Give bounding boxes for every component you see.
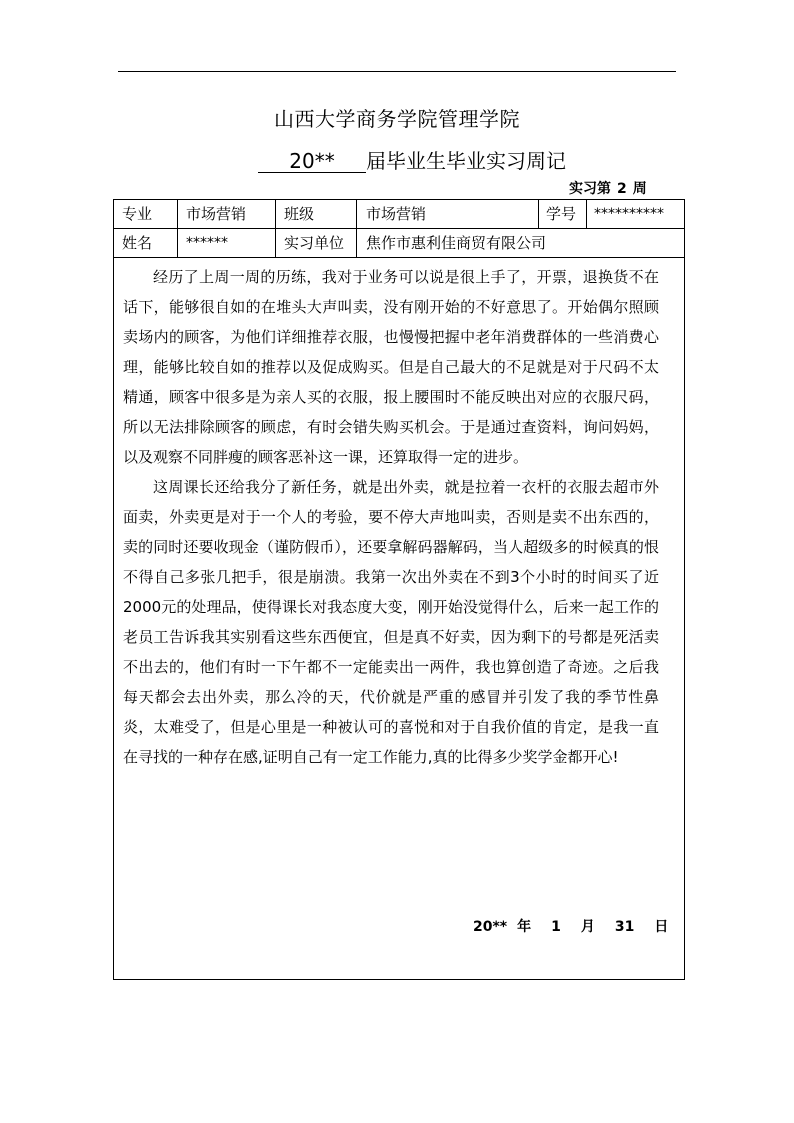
- row-divider: [114, 257, 684, 258]
- major-label: 专业: [122, 205, 153, 223]
- journal-table: [113, 199, 685, 980]
- institution-title: 山西大学商务学院管理学院: [274, 107, 520, 131]
- column-divider: [586, 200, 587, 228]
- journal-body: [123, 262, 659, 772]
- week-prefix: 实习第: [569, 181, 611, 197]
- week-number: 2: [617, 181, 627, 197]
- column-divider: [538, 200, 539, 228]
- top-rule: [118, 71, 676, 72]
- date-month: 1: [551, 919, 561, 935]
- journal-date: [473, 917, 668, 937]
- column-divider: [177, 200, 178, 257]
- journal-paragraph: 经历了上周一周的历练，我对于业务可以说是很上手了，开票，退换货不在话下，能够很自如的在堆头大声叫卖，没有刚开始的不好意思了。开始偶尔照顾卖场内的顾客，为他们详细推荐衣服，也慢慢把握中老年消费群体的一些消费心理，能够比较自如的推荐以及促成购买。但是自己最大的不足就是对于尺码不太精通，顾客中很多是为亲人买的衣服，报上腰围时不能反映出对应的衣服尺码，所以无法排除顾客的顾虑，有时会错失购买机会。于是通过查资料，询问妈妈，以及观察不同胖瘦的顾客恶补这一课，还算取得一定的进步。: [123, 268, 659, 466]
- week-suffix: 周: [632, 181, 647, 197]
- company-value: 焦作市惠利佳商贸有限公司: [366, 234, 547, 252]
- journal-paragraph: 这周课长还给我分了新任务，就是出外卖，就是拉着一衣杆的衣服去超市外面卖，外卖更是对于一个人的考验，要不停大声地叫卖，否则是卖不出东西的，卖的同时还要收现金（谨防假币），还要拿解码器解码，当人超级多的时候真的恨不得自己多张几把手，很是崩溃。我第一次出外卖在不到3个小时的时间买了近2000元的处理品，使得课长对我态度大变，刚开始没觉得什么，后来一起工作的老员工告诉我其实别看这些东西便宜，但是真不好卖，因为剩下的号都是死活卖不出去的，他们有时一下午都不一定能卖出一两件，我也算创造了奇迹。之后我每天都会去出外卖，那么冷的天，代价就是严重的感冒并引发了我的季节性鼻炎，太难受了，但是心里是一种被认可的喜悦和对于自我价值的肯定，是我一直在寻找的一种存在感,证明自己有一定工作能力,真的比得多少奖学金都开心!: [123, 478, 659, 766]
- student-id-label: 学号: [546, 205, 577, 223]
- graduation-year: 20**: [258, 150, 366, 173]
- date-year: 20**: [473, 919, 508, 935]
- week-indicator: [569, 180, 647, 198]
- date-day: 31: [614, 919, 635, 935]
- date-year-unit: 年: [517, 919, 532, 935]
- name-label: 姓名: [122, 234, 153, 252]
- column-divider: [275, 200, 276, 257]
- date-day-unit: 日: [654, 919, 669, 935]
- date-month-unit: 月: [580, 919, 595, 935]
- class-label: 班级: [284, 205, 315, 223]
- subtitle-text: 届毕业生毕业实习周记: [366, 149, 566, 173]
- name-value: ******: [186, 235, 228, 251]
- class-value: 市场营销: [366, 205, 427, 223]
- column-divider: [356, 200, 357, 257]
- company-label: 实习单位: [284, 234, 345, 252]
- document-subtitle: [258, 148, 566, 174]
- student-id-value: **********: [594, 206, 664, 222]
- major-value: 市场营销: [186, 205, 247, 223]
